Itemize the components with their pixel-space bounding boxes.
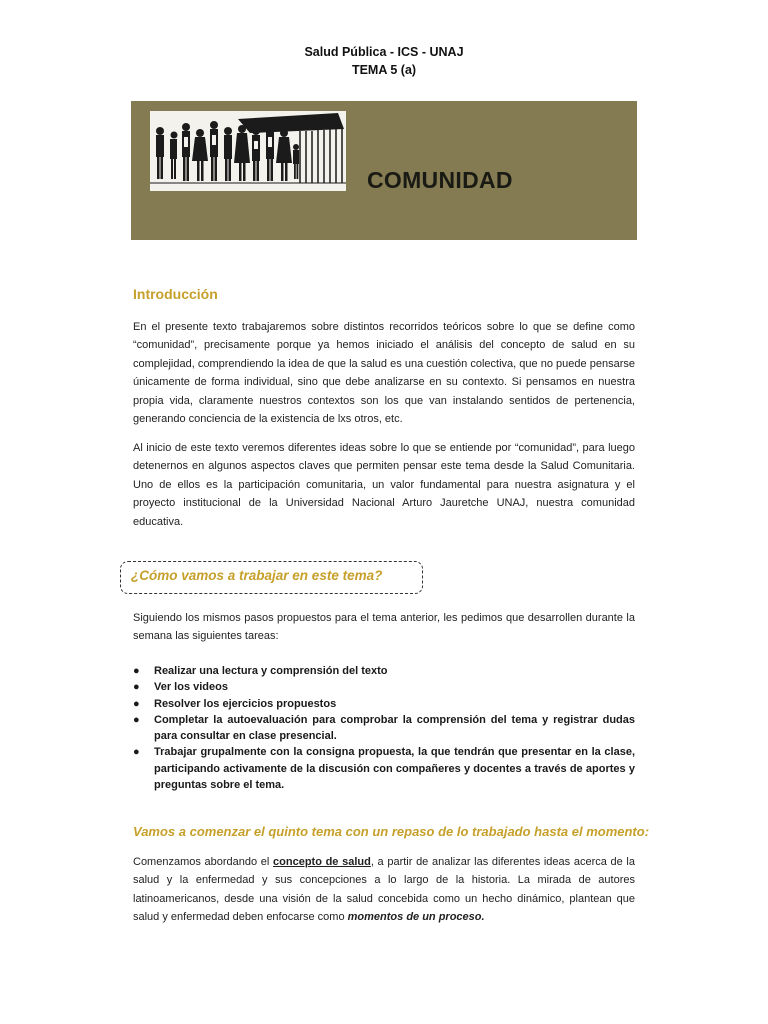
banner-title: COMUNIDAD [367,167,513,193]
work-method-heading: ¿Cómo vamos a trabajar en este tema? [131,568,383,583]
work-method-callout [120,561,423,594]
work-method-paragraph: Siguiendo los mismos pasos propuestos para el tema anterior, les pedimos que desarrollen durante la semana las siguientes tareas: [133,612,635,643]
review-paragraph [133,853,635,927]
review-text-middle: , a partir de analizar las diferentes ideas acerca de la salud y la enfermedad y sus concepciones a lo largo de la historia. La mirada de autores latinoamericanos, desde una visión de la salud concebida como un hecho dinámico, plantean que salud y enfermedad deben enfocarse como [133,856,635,924]
intro-paragraph-2: Al inicio de este texto veremos diferentes ideas sobre lo que se entiende por “comunidad”, para luego detenernos en algunos aspectos claves que permiten pensar este tema desde la Salud Comunitaria. Uno de ellos es la participación comunitaria, un valor fundamental para nuestra asignatura y el proyecto institucional de la Universidad Nacional Arturo Jauretche UNAJ, nuestra comunidad educativa. [133,442,635,528]
review-heading: Vamos a comenzar el quinto tema con un repaso de lo trabajado hasta el momento: [133,824,650,839]
task-text: Trabajar grupalmente con la consigna propuesta, la que tendrán que presentar en la clase, participando activamente de la discusión con compañeres y docentes a través de aportes y preguntas sobre el tema. [154,746,635,792]
process-moments-emphasis: momentos de un proceso [347,911,482,924]
community-drawing-icon [150,111,346,191]
bullet-icon: ● [133,697,140,710]
list-item [133,696,635,712]
bullet-icon: ● [133,681,140,694]
task-text: Ver los videos [154,681,228,694]
list-item [133,663,635,679]
list-item [133,712,635,745]
document-header-line-2: TEMA 5 (a) [351,63,417,77]
bullet-icon: ● [133,746,140,759]
task-text: Resolver los ejercicios propuestos [154,697,337,710]
list-item [133,744,635,793]
bullet-icon: ● [133,665,140,677]
bullet-icon: ● [133,713,140,726]
title-banner [131,101,637,240]
document-header-line-1: Salud Pública - ICS - UNAJ [304,45,464,59]
task-list [133,663,635,793]
review-text-end: . [481,911,485,924]
introduction-heading: Introducción [133,286,218,302]
task-text: Realizar una lectura y comprensión del texto [154,665,388,677]
list-item [133,679,635,695]
community-illustration [150,111,346,191]
review-text-start: Comenzamos abordando el [133,856,274,868]
task-text: Completar la autoevaluación para comprobar la comprensión del tema y registrar dudas para consultar en clase presencial. [154,713,635,743]
intro-paragraph-1: En el presente texto trabajaremos sobre distintos recorridos teóricos sobre lo que se define como “comunidad”, precisamente porque ya hemos iniciado el análisis del concepto de salud en su complejidad, comprendiendo la idea de que la salud es una cuestión colectiva, que no puede pensarse únicamente de forma individual, sino que debe analizarse en su contexto. Si pensamos en nuestra propia vida, claramente nuestros contextos son los que van instalando sentidos de pertenencia, generando conciencia de la existencia de lxs otros, etc. [133,321,635,426]
health-concept-emphasis: concepto de salud [273,856,371,868]
